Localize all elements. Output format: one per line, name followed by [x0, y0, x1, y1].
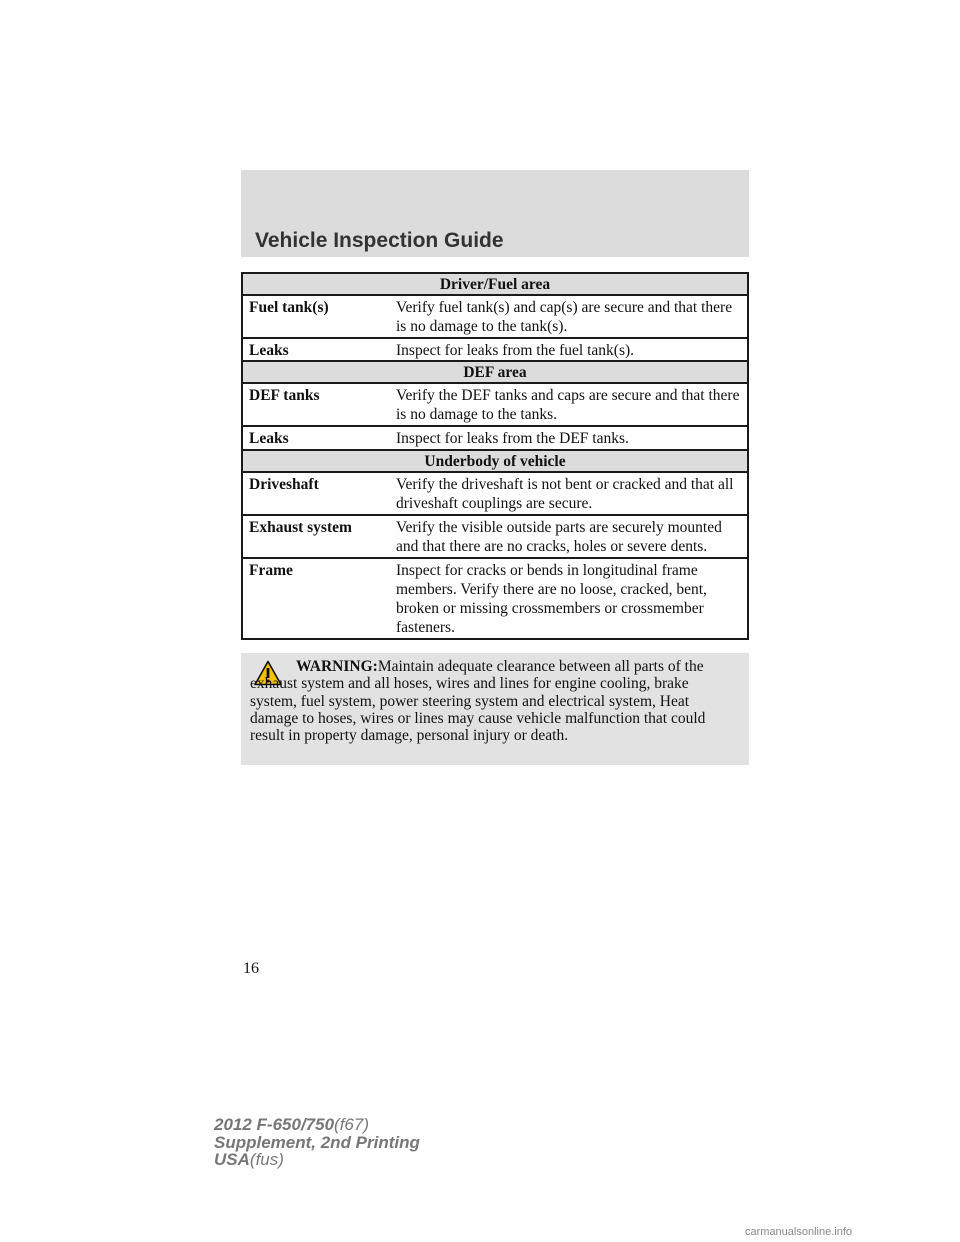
footer-market: USA	[214, 1150, 250, 1169]
section-heading: Underbody of vehicle	[242, 450, 748, 472]
warning-box	[241, 653, 749, 765]
table-row	[242, 383, 748, 426]
row-key: Leaks	[242, 426, 391, 450]
def-table	[241, 360, 749, 451]
warning-text	[250, 658, 730, 744]
row-value: Inspect for leaks from the fuel tank(s).	[391, 338, 748, 362]
warning-label: WARNING:	[296, 658, 378, 675]
row-value: Verify the DEF tanks and caps are secure and that there is no damage to the tanks.	[391, 383, 748, 426]
footer	[214, 1116, 420, 1169]
footer-market-code: (fus)	[249, 1150, 284, 1169]
row-value: Verify the visible outside parts are securely mounted and that there are no cracks, holes or severe dents.	[391, 515, 748, 558]
warning-body: Maintain adequate clearance between all parts of the exhaust system and all hoses, wires and lines for engine cooling, brake system, fuel system, power steering system and electrical system, Heat damage to hoses, wires or lines may cause vehicle malfunction that could result in property damage, personal injury or death.	[250, 658, 706, 745]
table-row	[242, 472, 748, 515]
row-value: Inspect for cracks or bends in longitudinal frame members. Verify there are no loose, cracked, bent, broken or missing crossmembers or crossmember fasteners.	[391, 558, 748, 639]
row-key: Fuel tank(s)	[242, 295, 391, 338]
footer-printing: Supplement, 2nd Printing	[214, 1132, 420, 1152]
section-heading: DEF area	[242, 361, 748, 383]
driver-fuel-table	[241, 272, 749, 363]
row-key: Exhaust system	[242, 515, 391, 558]
section-heading: Driver/Fuel area	[242, 273, 748, 295]
row-value: Inspect for leaks from the DEF tanks.	[391, 426, 748, 450]
table-row	[242, 295, 748, 338]
row-value: Verify the driveshaft is not bent or cracked and that all driveshaft couplings are secure.	[391, 472, 748, 515]
table-row	[242, 426, 748, 450]
footer-model: 2012 F-650/750	[214, 1115, 335, 1134]
table-row	[242, 338, 748, 362]
page-number: 16	[243, 960, 259, 977]
page-title: Vehicle Inspection Guide	[255, 229, 504, 252]
row-key: Frame	[242, 558, 391, 639]
row-key: Driveshaft	[242, 472, 391, 515]
row-key: DEF tanks	[242, 383, 391, 426]
table-row	[242, 515, 748, 558]
row-key: Leaks	[242, 338, 391, 362]
watermark: carmanualsonline.info	[745, 1226, 853, 1238]
footer-model-code: (f67)	[334, 1115, 370, 1134]
table-row	[242, 558, 748, 639]
row-value: Verify fuel tank(s) and cap(s) are secure and that there is no damage to the tank(s).	[391, 295, 748, 338]
underbody-table	[241, 449, 749, 640]
